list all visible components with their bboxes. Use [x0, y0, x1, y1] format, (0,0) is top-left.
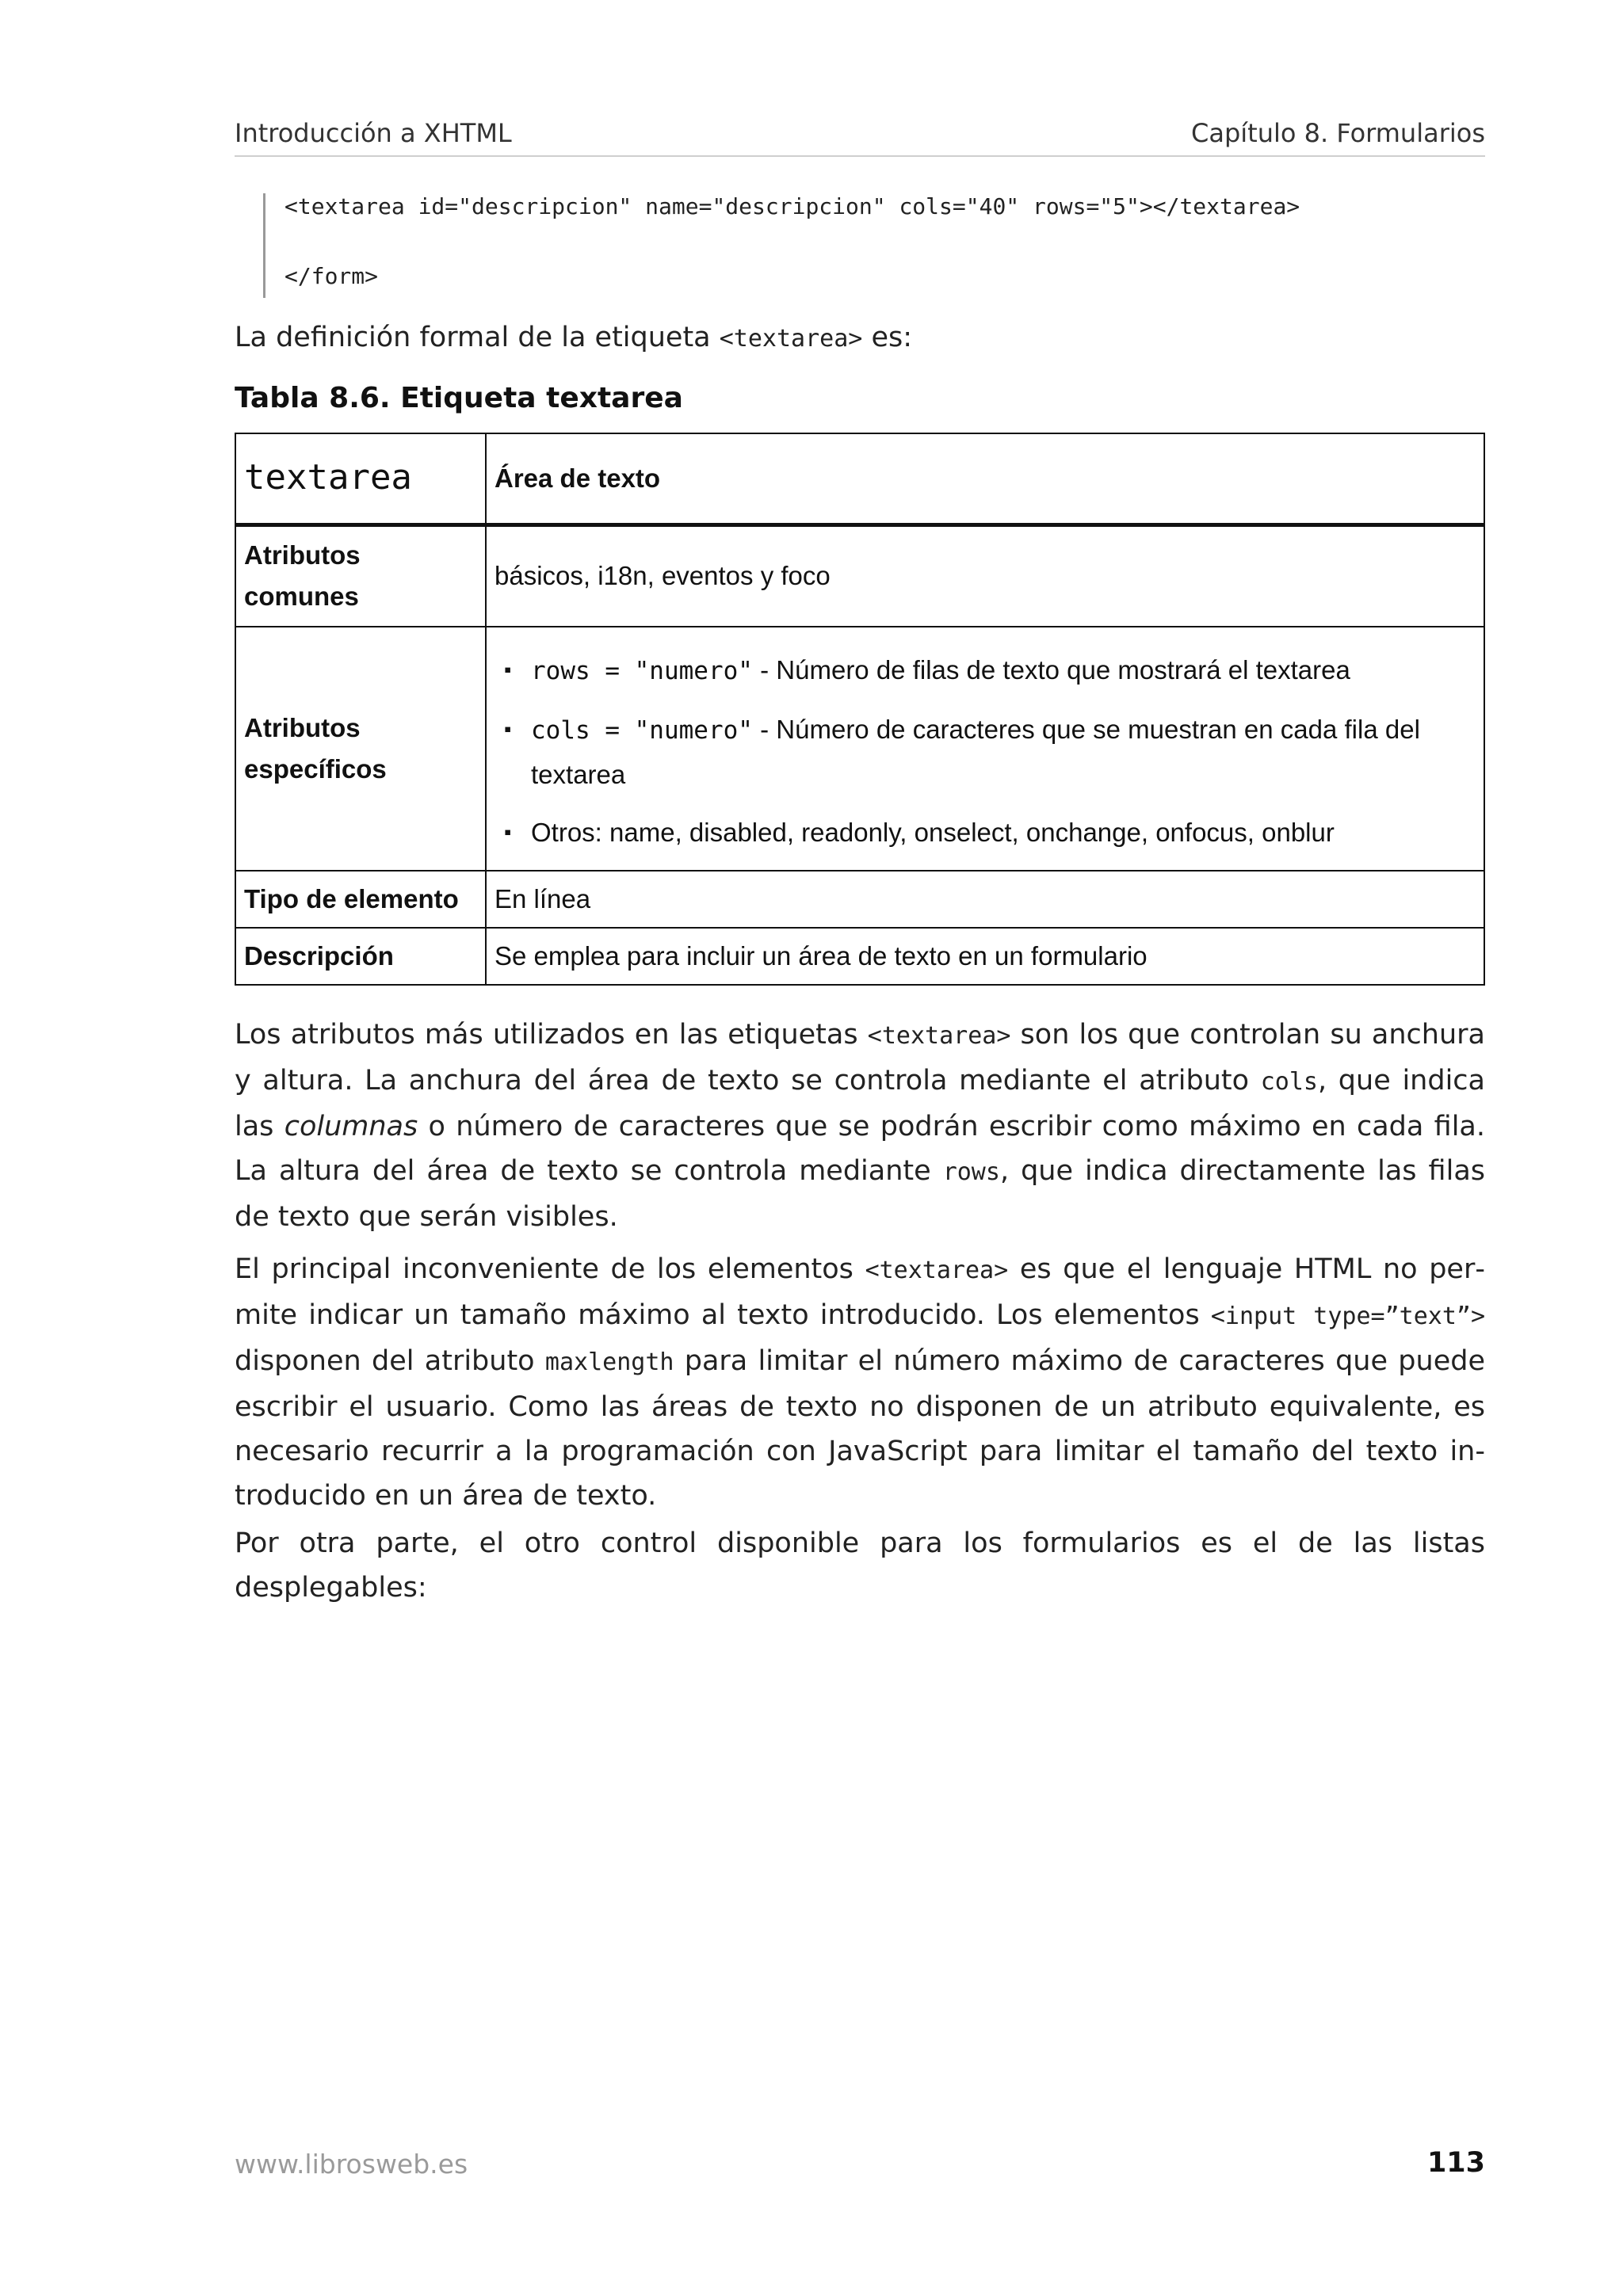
- specific-attributes-list: [495, 627, 1476, 870]
- paragraph-text: para limitar el número máximo de caracteres que puede escribir el usuario. Como las áreas de texto no disponen de un atributo equivalente, es necesario recurrir a la programación con JavaScript para limitar el tamaño del texto introducido en un área de texto.: [235, 1345, 1485, 1512]
- paragraph-text: El principal inconveniente de los elementos: [235, 1253, 865, 1285]
- description-value: Se emplea para incluir un área de texto en un formulario: [486, 928, 1484, 985]
- attribute-text: Otros: name, disabled, readonly, onselect, onchange, onfocus, onblur: [531, 817, 1335, 847]
- list-item: [495, 707, 1476, 796]
- bullet-icon: ▪: [504, 657, 512, 681]
- paragraph-text: o número de caracteres que se podrán escribir como máximo en cada fila. La altura del área de texto se controla mediante: [235, 1111, 1485, 1187]
- paragraph-text: es que el lenguaje HTML no permite indicar un tamaño máximo al texto introducido. Los elementos: [235, 1253, 1485, 1331]
- header-chapter-title: Capítulo 8. Formularios: [1190, 118, 1485, 148]
- header-book-title: Introducción a XHTML: [235, 118, 512, 148]
- paragraph-inconvenience: [235, 1247, 1485, 1518]
- table-row-description: [235, 928, 1484, 985]
- intro-code: <textarea>: [719, 325, 863, 353]
- description-label: Descripción: [235, 928, 486, 985]
- bullet-icon: ▪: [504, 716, 512, 741]
- list-item: [495, 648, 1476, 693]
- tag-name-cell: [235, 433, 486, 525]
- attribute-text: - Número de caracteres que se muestran en cada fila del textarea: [531, 714, 1420, 789]
- code-line-textarea: <textarea id="descripcion" name="descripcion" cols="40" rows="5"></textarea>: [285, 193, 1300, 219]
- attribute-code: cols = "numero": [531, 715, 753, 745]
- table-header-row: [235, 433, 1484, 525]
- common-attributes-label: Atributos comunes: [235, 525, 486, 627]
- attribute-text: - Número de filas de texto que mostrará el textarea: [752, 654, 1350, 685]
- intro-text: La definición formal de la etiqueta: [235, 322, 720, 353]
- table-row-type: [235, 871, 1484, 928]
- inline-code: <textarea>: [865, 1257, 1009, 1284]
- page-number: 113: [1426, 2147, 1485, 2179]
- table-caption: Tabla 8.6. Etiqueta textarea: [235, 382, 683, 414]
- code-line-form-close: </form>: [285, 263, 379, 289]
- table-row-common: [235, 525, 1484, 627]
- element-type-value: En línea: [486, 871, 1484, 928]
- attribute-code: rows = "numero": [531, 656, 753, 685]
- paragraph-dropdowns: Por otra parte, el otro control disponible para los formularios es el de las listas desplegables:: [235, 1527, 1485, 1604]
- intro-text-end: es:: [862, 322, 913, 353]
- paragraph-attributes: [235, 1013, 1485, 1239]
- specific-attributes-value: [486, 627, 1484, 871]
- tag-name: textarea: [244, 456, 412, 498]
- list-item: [495, 810, 1476, 854]
- specific-attributes-label: Atributos específicos: [235, 627, 486, 871]
- paragraph-text: , que indica directamente las filas de texto que serán visibles.: [235, 1155, 1485, 1233]
- table-row-specific: [235, 627, 1484, 871]
- paragraph-text: son los que controlan su anchura y altura. La anchura del área de texto se controla mediante el atributo: [235, 1019, 1485, 1097]
- common-attributes-value: básicos, i18n, eventos y foco: [486, 525, 1484, 627]
- bullet-icon: ▪: [504, 819, 512, 844]
- definition-table: [235, 433, 1485, 986]
- tag-description-cell: Área de texto: [486, 433, 1484, 525]
- paragraph-text: , que indica las: [235, 1065, 1485, 1142]
- header-divider: [235, 155, 1485, 157]
- inline-code: maxlength: [544, 1348, 674, 1376]
- inline-code: rows: [942, 1158, 1000, 1186]
- inline-code: <input type=”text”>: [1210, 1302, 1486, 1330]
- intro-paragraph: [235, 315, 1485, 361]
- footer-site-link[interactable]: www.librosweb.es: [235, 2149, 468, 2180]
- element-type-label: Tipo de elemento: [235, 871, 486, 928]
- inline-code: cols: [1260, 1068, 1318, 1096]
- emphasis-text: columnas: [284, 1111, 418, 1142]
- paragraph-text: Los atributos más utilizados en las etiquetas: [235, 1019, 868, 1051]
- inline-code: <textarea>: [867, 1022, 1011, 1050]
- code-block: [263, 193, 1300, 298]
- paragraph-text: disponen del atributo: [235, 1345, 545, 1377]
